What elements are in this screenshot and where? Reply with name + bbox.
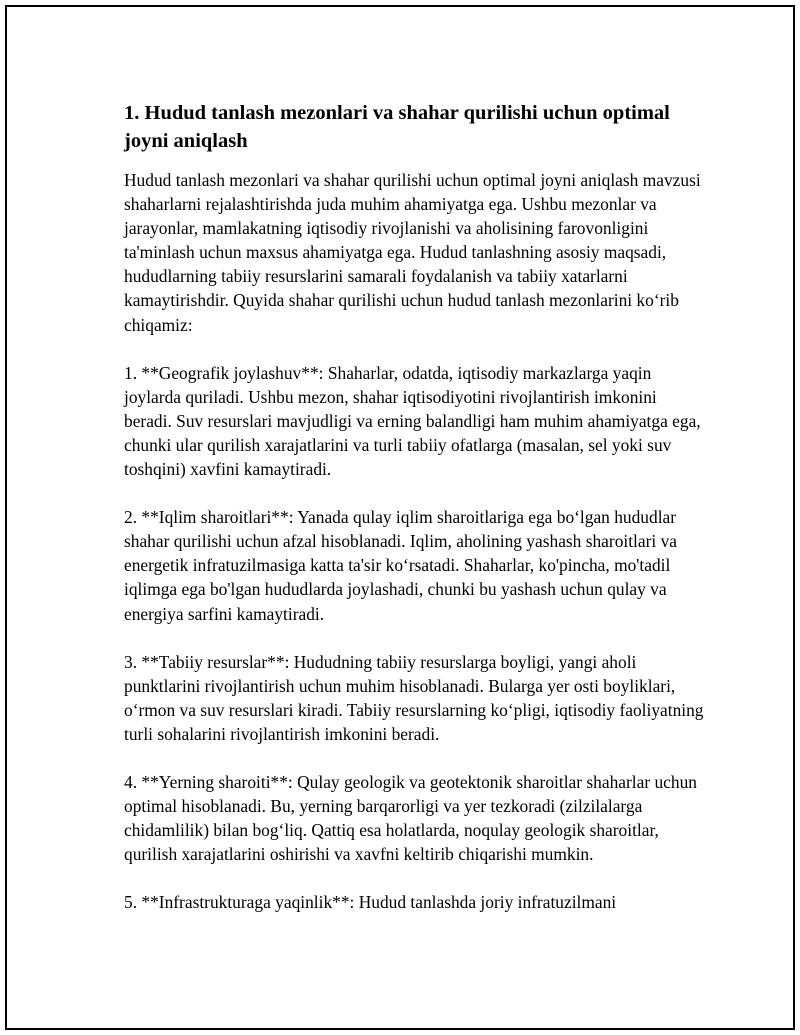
criterion-geography-paragraph: 1. **Geografik joylashuv**: Shaharlar, odatda, iqtisodiy markazlarga yaqin joylarda quriladi. Ushbu mezon, shahar iqtisodiyotini rivojlantirish imkonini beradi. Suv resurslari mavjudligi va erning balandligi ham muhim ahamiyatga ega, chunki ular qurilish xarajatlarini va turli tabiiy ofatlarga (masalan, sel yoki suv toshqini) xavfini kamaytiradi. [124,362,701,480]
criterion-infrastructure-paragraph: 5. **Infrastrukturaga yaqinlik**: Hudud tanlashda joriy infratuzilmani [124,892,617,913]
section-heading: 1. Hudud tanlash mezonlari va shahar qurilishi uchun optimal joyni aniqlash [124,102,670,152]
criterion-climate-paragraph: 2. **Iqlim sharoitlari**: Yanada qulay iqlim sharoitlariga ega bo‘lgan hududlar shahar qurilishi uchun afzal hisoblanadi. Iqlim, aholining yashash sharoitlari va energetik infratuzilmasiga katta ta'sir ko‘rsatadi. Shaharlar, ko'pincha, mo'tadil iqlimga ega bo'lgan hududlarda joylashadi, chunki bu yashash uchun qulay va energiya sarfini kamaytiradi. [124,507,677,624]
criterion-resources-paragraph: 3. **Tabiiy resurslar**: Hududning tabiiy resurslarga boyligi, yangi aholi punktlarini rivojlantirish uchun muhim hisoblanadi. Bularga yer osti boyliklari, o‘rmon va suv resurslari kiradi. Tabiiy resurslarning ko‘pligi, iqtisodiy faoliyatning turli sohalarini rivojlantirish imkonini beradi. [124,651,704,744]
document-body [124,99,704,938]
criterion-ground-paragraph: 4. **Yerning sharoiti**: Qulay geologik va geotektonik sharoitlar shaharlar uchun optimal hisoblanadi. Bu, yerning barqarorligi va yer tezkoradi (zilzilalarga chidamlilik) bilan bog‘liq. Qattiq esa holatlarda, noqulay geologik sharoitlar, qurilish xarajatlarini oshirishi va xavfni keltirib chiqarishi mumkin. [124,771,697,865]
intro-paragraph: Hudud tanlash mezonlari va shahar qurilishi uchun optimal joyni aniqlash mavzusi shaharlarni rejalashtirishda juda muhim ahamiyatga ega. Ushbu mezonlar va jarayonlar, mamlakatning iqtisodiy rivojlanishi va aholisining farovonligini ta'minlash uchun maxsus ahamiyatga ega. Hudud tanlashning asosiy maqsadi, hududlarning tabiiy resurslarini samarali foydalanish va tabiiy xatarlarni kamaytirishdir. Quyida shahar qurilishi uchun hudud tanlash mezonlarini ko‘rib chiqamiz: [124,170,701,335]
document-page [5,5,795,1030]
